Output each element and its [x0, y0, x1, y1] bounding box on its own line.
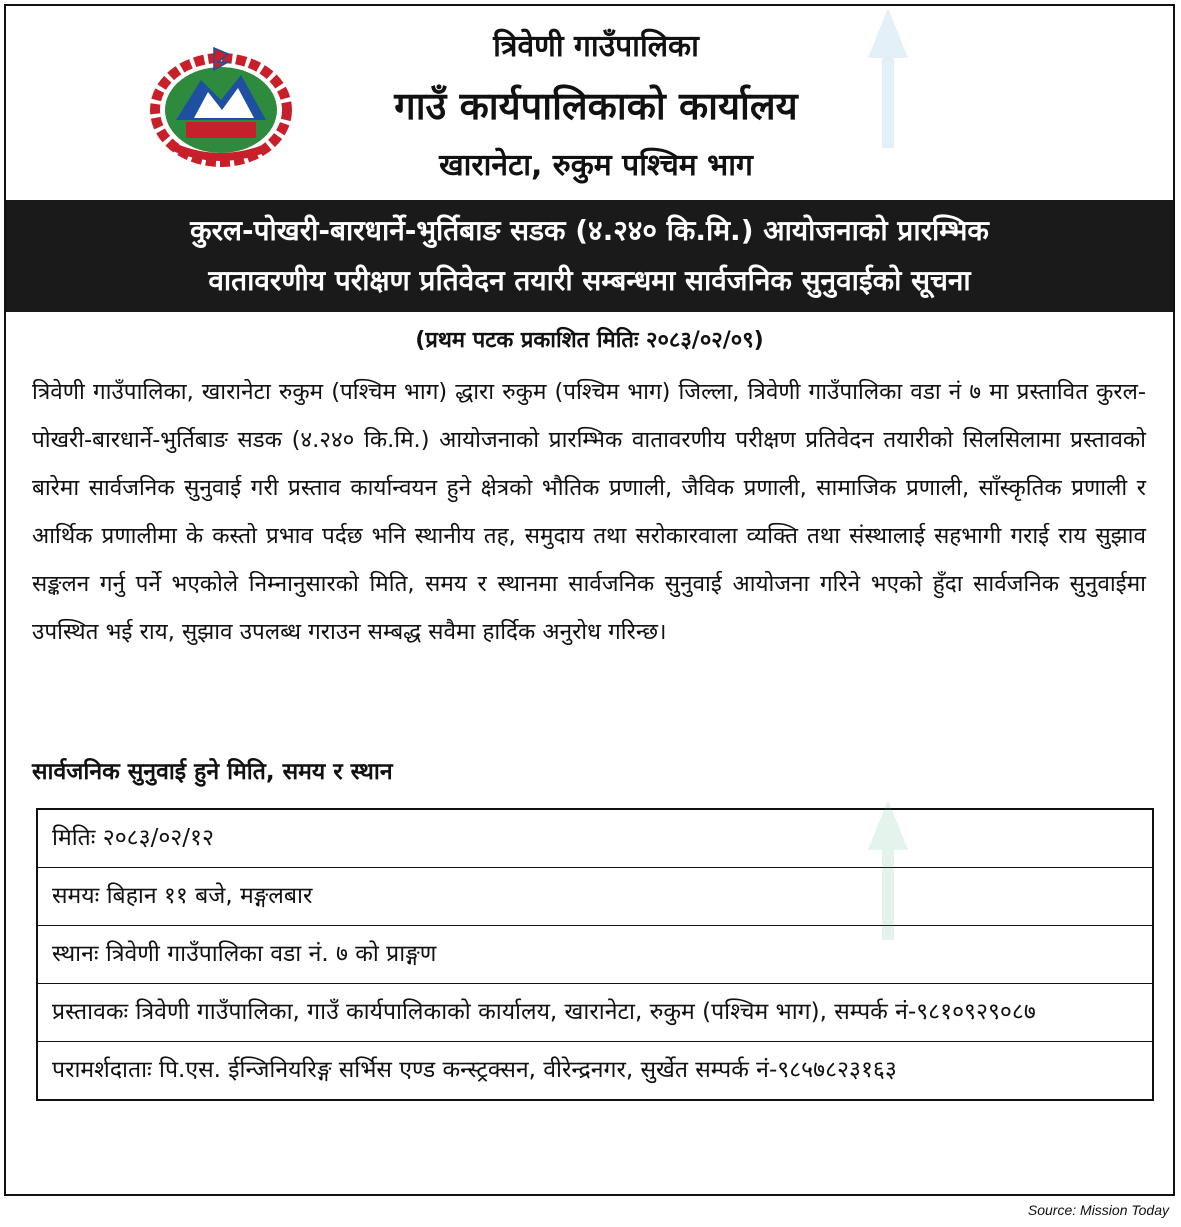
nepal-emblem-icon: [146, 40, 296, 168]
hearing-date-row: मितिः २०८३/०२/१२: [52, 825, 214, 851]
published-date: (प्रथम पटक प्रकाशित मितिः २०८३/०२/०९): [415, 328, 764, 353]
source-credit: Source: Mission Today: [1027, 1202, 1169, 1218]
notice-body: त्रिवेणी गाउँपालिका, खारानेटा रुकुम (पश्चिम भाग) द्धारा रुकुम (पश्चिम भाग) जिल्ला, त्रिवेणी गाउँपालिका वडा नं ७ मा प्रस्तावित कुरल-पोखरी-बारधार्ने-भुर्तिबाङ सडक (४.२४० कि.मि.) आयोजनाको प्रारम्भिक वातावरणीय परीक्षण प्रतिवेदन तयारीको सिलसिलामा प्रस्तावको बारेमा सार्वजनिक सुनुवाई गरी प्रस्ताव कार्यान्वयन हुने क्षेत्रको भौतिक प्रणाली, जैविक प्रणाली, सामाजिक प्रणाली, साँस्कृतिक प्रणाली र आर्थिक प्रणालीमा के कस्तो प्रभाव पर्दछ भनि स्थानीय तह, समुदाय तथा सरोकारवाला व्यक्ति तथा संस्थालाई सहभागी गराई राय सुझाव सङ्कलन गर्नु पर्ने भएकोले निम्नानुसारको मिति, समय र स्थानमा सार्वजनिक सुनुवाई आयोजना गरिने भएको हुँदा सार्वजनिक सुनुवाईमा उपस्थित भई राय, सुझाव उपलब्ध गराउन सम्बद्ध सवैमा हार्दिक अनुरोध गरिन्छ।: [32, 379, 1146, 645]
municipality-name: त्रिवेणी गाउँपालिका: [493, 29, 699, 64]
hearing-details-table: [36, 808, 1154, 1101]
notice-title-line-2: वातावरणीय परीक्षण प्रतिवेदन तयारी सम्बन्धमा सार्वजनिक सुनुवाईको सूचना: [208, 264, 971, 297]
notice-title-bar: [6, 200, 1173, 312]
office-name: गाउँ कार्यपालिकाको कार्यालय: [394, 84, 798, 128]
office-location: खारानेटा, रुकुम पश्चिम भाग: [439, 148, 753, 183]
hearing-place-row: स्थानः त्रिवेणी गाउँपालिका वडा नं. ७ को प्राङ्गण: [38, 925, 1152, 983]
consultant-row: परामर्शदाताः पि.एस. ईन्जिनियरिङ्ग सर्भिस एण्ड कन्स्ट्रक्सन, वीरेन्द्रनगर, सुर्खेत सम्पर्क नं-९८५७८२३१६३: [38, 1041, 1152, 1099]
hearing-time-row: समयः बिहान ११ बजे, मङ्गलबार: [38, 867, 1152, 925]
notice-header: [6, 6, 1173, 200]
notice-title-line-1: कुरल-पोखरी-बारधार्ने-भुर्तिबाङ सडक (४.२४० कि.मि.) आयोजनाको प्रारम्भिक: [190, 214, 989, 247]
proponent-row: प्रस्तावकः त्रिवेणी गाउँपालिका, गाउँ कार्यपालिकाको कार्यालय, खारानेटा, रुकुम (पश्चिम भाग), सम्पर्क नं-९८१०९२९०८७: [38, 983, 1152, 1041]
watermark-arrow-icon: [868, 800, 908, 940]
hearing-section-title: सार्वजनिक सुनुवाई हुने मिति, समय र स्थान: [32, 759, 393, 785]
notice-frame: [4, 4, 1175, 1196]
watermark-arrow-icon: [868, 8, 908, 148]
